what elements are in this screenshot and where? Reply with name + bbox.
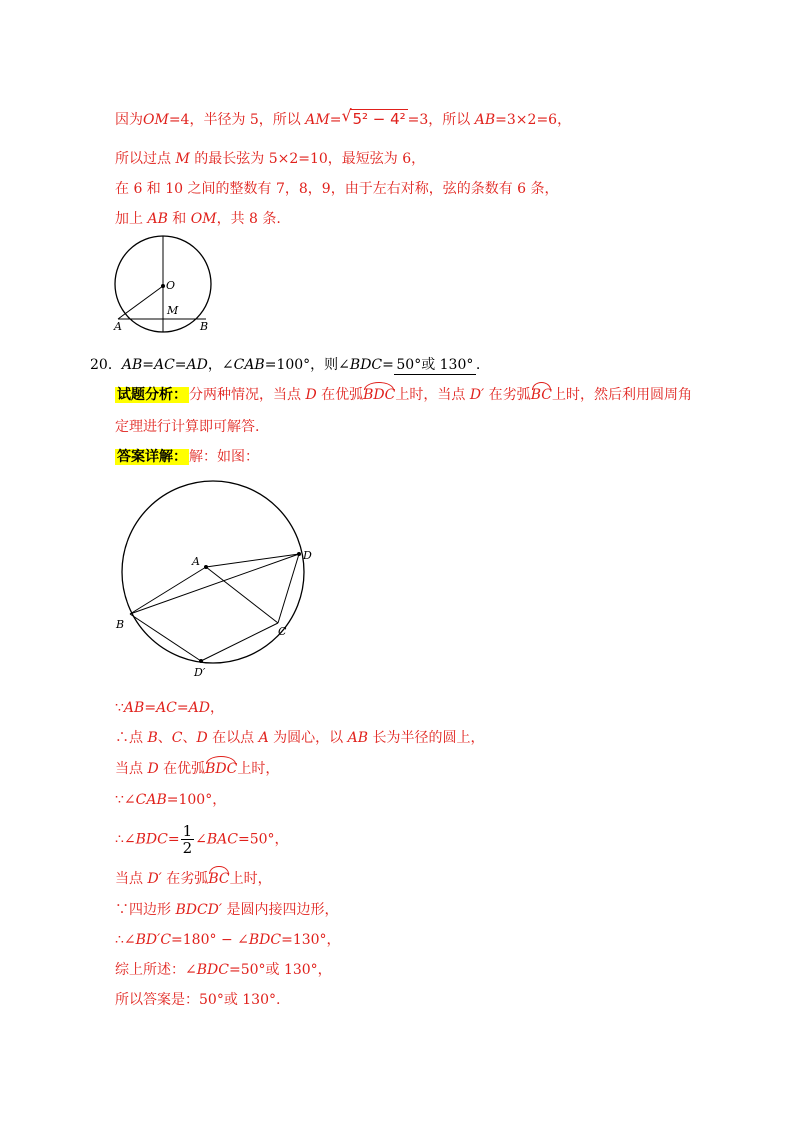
step-1: ∵AB=AC=AD， <box>115 700 224 716</box>
question-20: 20．AB=AC=AD，∠CAB=100°，则∠BDC= 50°或 130° . <box>90 357 481 373</box>
detail-tag: 答案详解： <box>117 449 187 465</box>
fig1-label-o: O <box>166 279 176 292</box>
circle-figure-2 <box>110 475 320 685</box>
fig2-label-c: C <box>278 625 287 638</box>
detail-line: 答案详解： 解：如图： <box>117 449 259 465</box>
fig1-label-m: M <box>167 304 179 317</box>
step-5: ∴∠BDC= $\frac{1}{2}$ ∠BAC=50°， <box>115 822 289 857</box>
sol19-line1: 因为OM=4，半径为 5，所以 AM= √ 5² − 4² =3，所以 AB=3×2=6， <box>115 106 572 128</box>
fig1-radius-oa <box>118 286 163 319</box>
fig1-point-o <box>161 284 165 288</box>
step-3: 当点 D 在优弧BDC上时， <box>115 761 280 777</box>
sol19-line2: 所以过点 M 的最长弦为 5×2=10，最短弦为 6， <box>115 151 426 167</box>
fig2-point-a <box>204 565 208 569</box>
analysis-line2: 定理进行计算即可解答. <box>115 419 260 435</box>
arc-bc-2: BC <box>208 871 230 887</box>
fig2-label-b: B <box>116 618 125 631</box>
fig1-label-a: A <box>114 320 122 333</box>
step-7: ∵四边形 BDCD′ 是圆内接四边形， <box>115 902 339 918</box>
fig2-seg-ab <box>130 567 206 614</box>
fig1-label-b: B <box>200 320 209 333</box>
radical-expression: √ 5² − 4² <box>341 106 406 128</box>
sol19-line4: 加上 AB 和 OM，共 8 条. <box>115 211 281 227</box>
sol19-line3: 在 6 和 10 之间的整数有 7，8，9，由于左右对称，弦的条数有 6 条， <box>115 181 559 197</box>
answer-blank: 50°或 130° <box>394 356 476 375</box>
arc-bc: BC <box>530 387 552 403</box>
step-6: 当点 D′ 在劣弧BC上时， <box>115 871 272 887</box>
fig2-label-dp: D′ <box>194 666 206 679</box>
step-4: ∵∠CAB=100°， <box>115 792 227 808</box>
step-10: 所以答案是：50°或 130°. <box>115 992 281 1008</box>
fig2-label-a: A <box>192 555 200 568</box>
step-8: ∴∠BD′C=180° − ∠BDC=130°， <box>115 932 341 948</box>
analysis-line1: 试题分析： 分两种情况，当点 D 在优弧BDC上时，当点 D′ 在劣弧BC上时，然后利用圆周角 <box>117 387 692 403</box>
fig2-seg-ac <box>206 567 278 623</box>
fig2-seg-dc <box>278 554 299 623</box>
fig2-point-d <box>297 552 301 556</box>
fig2-point-dp <box>199 659 203 663</box>
circle-figure-1 <box>108 232 218 337</box>
step-9: 综上所述：∠BDC=50°或 130°， <box>115 962 332 978</box>
fig2-label-d: D <box>303 549 312 562</box>
fig2-seg-bd <box>130 554 299 614</box>
arc-bdc: BDC <box>363 387 396 403</box>
fig2-seg-ad <box>206 554 299 567</box>
step-2: ∴点 B、C、D 在以点 A 为圆心，以 AB 长为半径的圆上， <box>115 730 485 746</box>
arc-bdc-2: BDC <box>205 761 238 777</box>
fraction-one-half: $\frac{1}{2}$ <box>182 822 193 857</box>
analysis-tag: 试题分析： <box>117 387 187 403</box>
fig2-seg-dpc <box>201 623 278 661</box>
fig2-seg-bdp <box>130 614 201 661</box>
